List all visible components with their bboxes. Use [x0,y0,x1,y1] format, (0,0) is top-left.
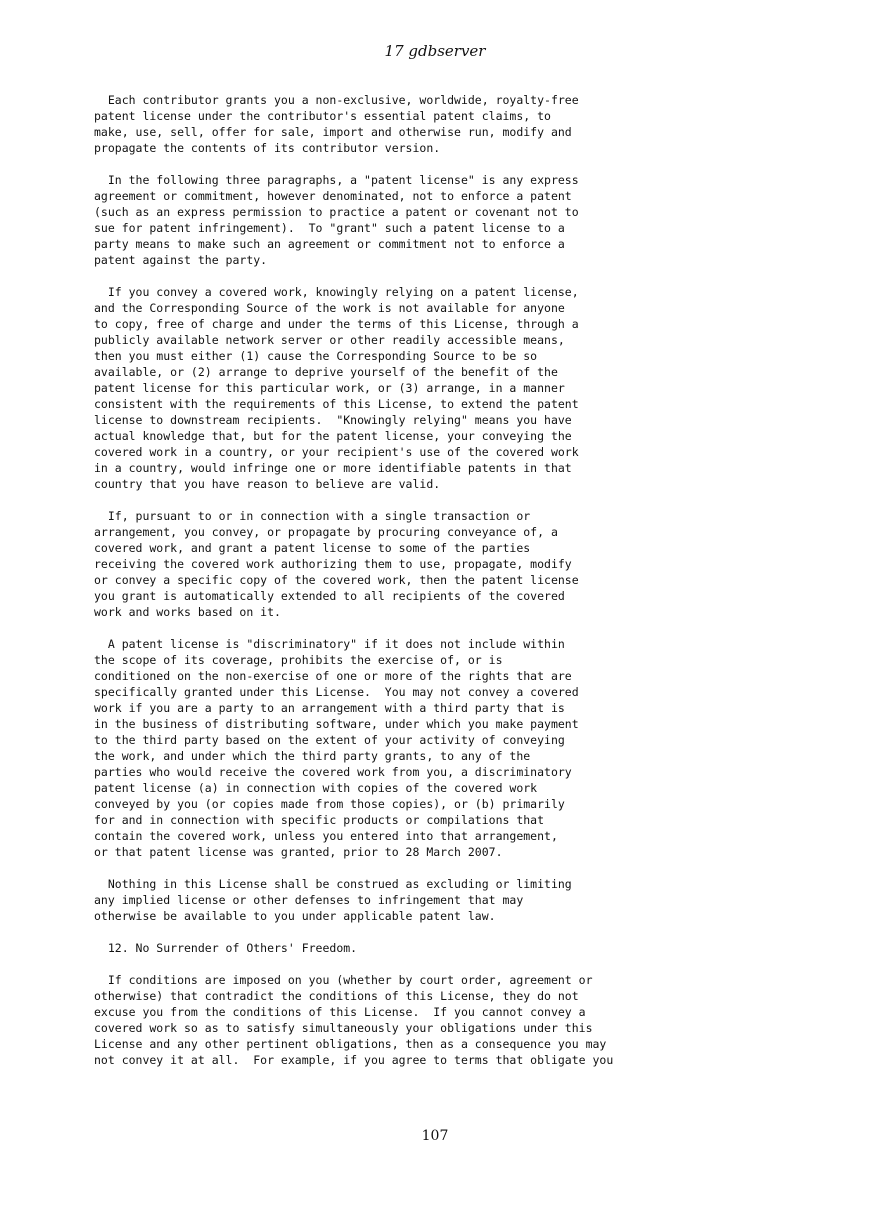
paragraph-patent-grant: Each contributor grants you a non-exclusive, worldwide, royalty-free patent license under the contributor's essential patent claims, to make, use, sell, offer for sale, import and otherwise run, modify and propagate the contents of its contributor version. [94,93,579,155]
paragraph-knowingly-relying: If you convey a covered work, knowingly relying on a patent license, and the Corresponding Source of the work is not available for anyone to copy, free of charge and under the terms of this License, through a publicly available network server or other readily accessible means, then you must either (1) cause the Corresponding Source to be so available, or (2) arrange to deprive yourself of the benefit of the patent license for this particular work, or (3) arrange, in a manner consistent with the requirements of this License, to extend the patent license to downstream recipients. "Knowingly relying" means you have actual knowledge that, but for the patent license, your conveying the covered work in a country, or your recipient's use of the covered work in a country, would infringe one or more identifiable patents in that country that you have reason to believe are valid. [94,285,579,491]
running-header: 17 gdbserver [384,42,486,60]
paragraph-single-transaction: If, pursuant to or in connection with a single transaction or arrangement, you convey, or propagate by procuring conveyance of, a covered work, and grant a patent license to some of the parties receiving the covered work authorizing them to use, propagate, modify or convey a specific copy of the covered work, then the patent license you grant is automatically extended to all recipients of the covered work and works based on it. [94,509,579,619]
paragraph-patent-license-definition: In the following three paragraphs, a "patent license" is any express agreement or commitment, however denominated, not to enforce a patent (such as an express permission to practice a patent or covenant not to sue for patent infringement). To "grant" such a patent license to a party means to make such an agreement or commitment not to enforce a patent against the party. [94,173,579,267]
license-text-body [94,92,834,1068]
paragraph-implied-license: Nothing in this License shall be construed as excluding or limiting any implied license or other defenses to infringement that may otherwise be available to you under applicable patent law. [94,877,572,923]
page-number: 107 [421,1128,449,1144]
paragraph-discriminatory: A patent license is "discriminatory" if it does not include within the scope of its coverage, prohibits the exercise of, or is conditioned on the non-exercise of one or more of the rights that are specifically granted under this License. You may not convey a covered work if you are a party to an arrangement with a third party that is in the business of distributing software, under which you make payment to the third party based on the extent of your activity of conveying the work, and under which the third party grants, to any of the parties who would receive the covered work from you, a discriminatory patent license (a) in connection with copies of the covered work conveyed by you (or copies made from those copies), or (b) primarily for and in connection with specific products or compilations that contain the covered work, unless you entered into that arrangement, or that patent license was granted, prior to 28 March 2007. [94,637,579,859]
paragraph-conditions-imposed: If conditions are imposed on you (whether by court order, agreement or otherwise) that contradict the conditions of this License, they do not excuse you from the conditions of this License. If you cannot convey a covered work so as to satisfy simultaneously your obligations under this License and any other pertinent obligations, then as a consequence you may not convey it at all. For example, if you agree to terms that obligate you [94,973,614,1067]
section-heading-no-surrender: 12. No Surrender of Others' Freedom. [94,941,358,955]
